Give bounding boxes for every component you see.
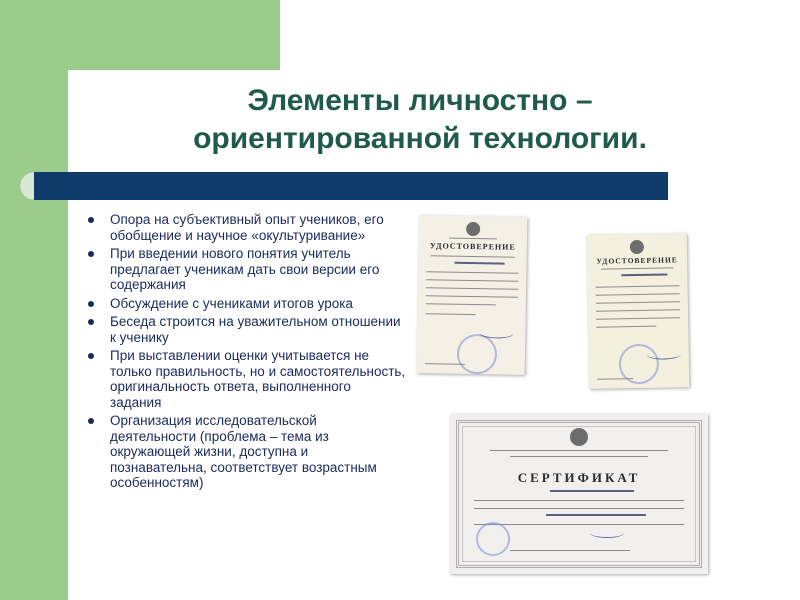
bullet-dot-icon	[88, 251, 94, 257]
bullet-dot-icon	[88, 301, 94, 307]
certificate-heading: УДОСТОВЕРЕНИЕ	[429, 241, 516, 252]
certificate-image-2	[587, 233, 690, 389]
bullet-item	[86, 212, 406, 243]
coat-of-arms-icon	[466, 222, 480, 236]
title-divider-bar	[20, 172, 668, 200]
bullet-item	[86, 314, 406, 345]
doc-line	[490, 450, 668, 451]
bullet-item	[86, 348, 406, 410]
coat-of-arms-icon	[570, 428, 588, 446]
certificate-image-3	[450, 414, 708, 574]
handwritten-name	[550, 490, 634, 492]
stamp-seal	[457, 334, 498, 375]
doc-line	[449, 238, 497, 240]
doc-line	[474, 524, 684, 525]
signature	[647, 349, 681, 360]
top-green-block	[0, 0, 280, 70]
slide-title-line-1: Элементы личностно –	[247, 84, 593, 117]
doc-line	[426, 287, 518, 290]
bullet-dot-icon	[88, 353, 94, 359]
handwritten-name	[455, 262, 505, 265]
bullet-item	[86, 413, 406, 491]
bullet-text: При выставлении оценки учитывается не только правильность, но и самостоятельность, оригинальность ответа, выполненного задания	[110, 348, 406, 410]
doc-line	[510, 456, 648, 457]
doc-line	[474, 508, 684, 509]
certificate-heading: УДОСТОВЕРЕНИЕ	[596, 255, 678, 266]
doc-line	[425, 363, 465, 365]
doc-line	[510, 550, 630, 551]
doc-line	[431, 255, 515, 257]
certificate-image-1	[417, 215, 528, 375]
signature	[590, 528, 624, 538]
bullet-item	[86, 246, 406, 293]
doc-line	[426, 279, 518, 282]
doc-line	[596, 293, 680, 295]
bullet-dot-icon	[88, 217, 94, 223]
bullet-list	[86, 212, 406, 494]
bullet-dot-icon	[88, 418, 94, 424]
doc-line	[426, 271, 518, 274]
doc-line	[426, 303, 496, 305]
handwritten-name	[621, 273, 667, 276]
bullet-text: Организация исследовательской деятельности (проблема – тема из окружающей жизни, доступна и познавательна, соответствует возрастным особенностям)	[110, 413, 377, 490]
doc-line	[474, 500, 684, 501]
doc-line	[596, 317, 680, 319]
doc-line	[596, 309, 680, 311]
bullet-item	[86, 296, 406, 312]
bullet-text: При введении нового понятия учитель предлагает ученикам дать свои версии его содержания	[110, 246, 380, 292]
stamp-seal	[476, 522, 510, 556]
bullet-text: Опора на субъективный опыт учеников, его обобщение и научное «окультуривание»	[110, 212, 384, 243]
bullet-text: Обсуждение с учениками итогов урока	[110, 295, 353, 311]
bullet-text: Беседа строится на уважительном отношении к ученику	[110, 314, 401, 345]
bullet-dot-icon	[88, 319, 94, 325]
left-green-strip	[0, 0, 68, 600]
handwritten-course	[546, 514, 646, 516]
doc-line	[426, 295, 518, 298]
certificate-heading: СЕРТИФИКАТ	[517, 470, 641, 485]
doc-line	[596, 326, 656, 328]
slide-title	[120, 82, 720, 158]
coat-of-arms-icon	[630, 240, 644, 254]
slide-title-line-2: ориентированной технологии.	[193, 122, 647, 155]
doc-line	[596, 285, 680, 287]
doc-line	[596, 301, 680, 303]
divider-bar-cap	[20, 172, 34, 200]
doc-line	[601, 267, 673, 269]
divider-bar-fill	[20, 172, 668, 200]
doc-line	[426, 313, 476, 315]
